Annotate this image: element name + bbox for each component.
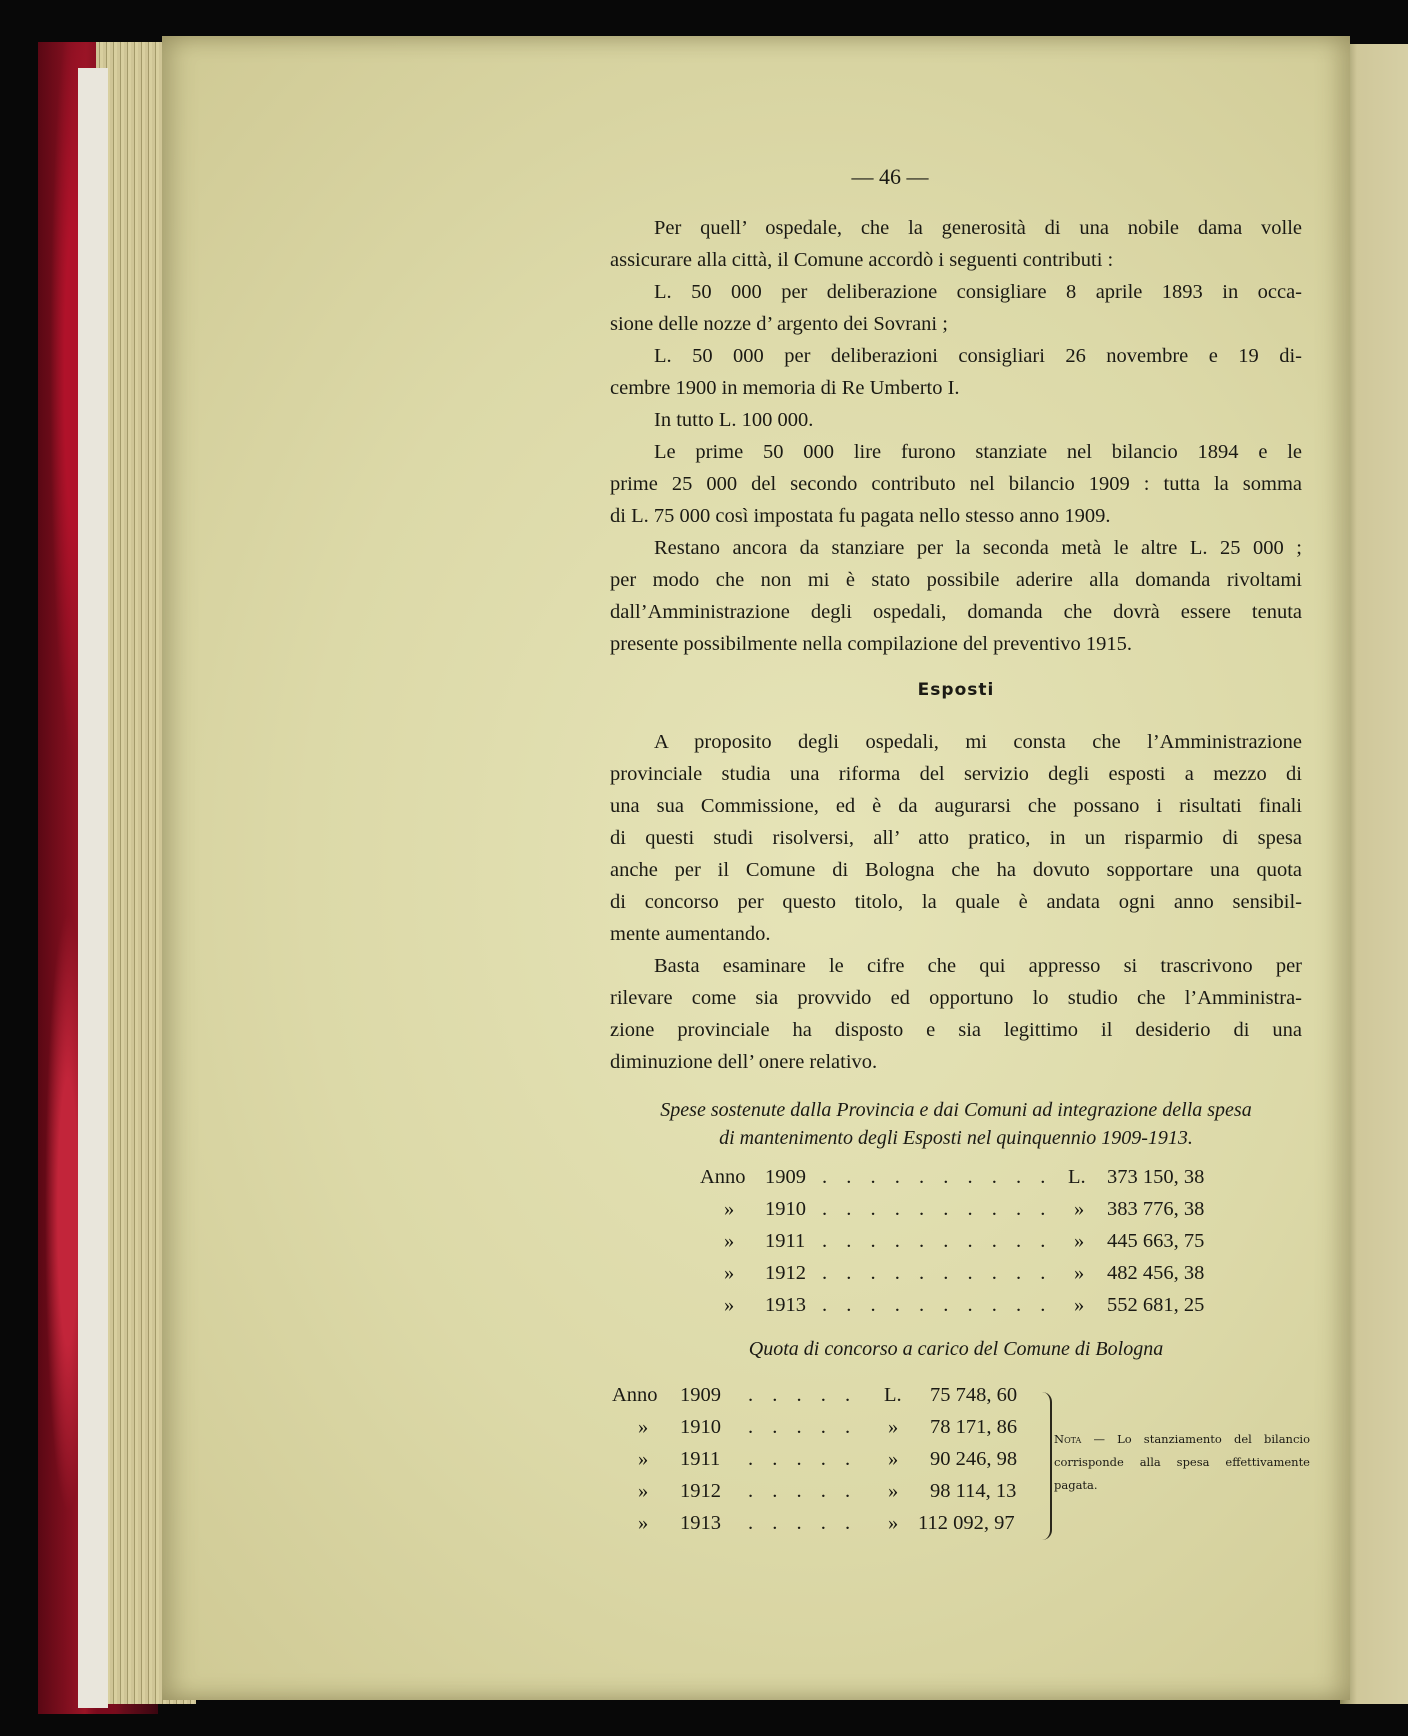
text-line: presente possibilmente nella compilazione del preventivo 1915. [610,633,1133,655]
table-caption-spese [610,1096,1302,1152]
text-line: per modo che non mi è stato possibile aderire alla domanda rivoltami [610,569,1302,591]
row-year: 1911 [765,1230,806,1252]
text-line: dall’Amministrazione degli ospedali, domanda che dovrà essere tenuta [610,601,1302,623]
row-amount: 552 681, 25 [1107,1294,1205,1316]
table-caption-quota: Quota di concorso a carico del Comune di Bologna [748,1338,1164,1360]
text-line: sione delle nozze d’ argento dei Sovrani ; [610,313,948,335]
row-leader: . . . . . [748,1416,858,1438]
text-line: diminuzione dell’ onere relativo. [610,1051,878,1073]
text-line: rilevare come sia provvido ed opportuno lo studio che l’Amministra- [610,987,1302,1009]
row-leader: . . . . . . . . . . [822,1262,1053,1284]
row-amount: 482 456, 38 [1107,1262,1205,1284]
row-unit: » [888,1480,899,1502]
text-line: di L. 75 000 così impostata fu pagata nello stesso anno 1909. [610,505,1111,527]
row-year: 1911 [680,1448,721,1470]
caption-line: Spese sostenute dalla Provincia e dai Comuni ad integrazione della spesa [660,1099,1252,1121]
row-prefix: » [638,1480,649,1502]
text-line: cembre 1900 in memoria di Re Umberto I. [610,377,960,399]
row-year: 1909 [680,1384,721,1406]
row-prefix: » [638,1416,649,1438]
row-prefix: » [638,1512,649,1534]
paragraph [610,276,1302,340]
text-line: assicurare alla città, il Comune accordò i seguenti contributi : [610,249,1114,271]
page-number: — 46 — [851,164,929,189]
row-unit: » [888,1448,899,1470]
row-unit: » [888,1416,899,1438]
row-prefix: Anno [612,1384,658,1406]
text-line: A proposito degli ospedali, mi consta che l’Amministrazione [654,731,1302,753]
row-leader: . . . . . . . . . . [822,1198,1053,1220]
row-unit: » [1074,1230,1085,1252]
paragraph [610,212,1302,276]
paragraph [610,532,1302,660]
row-leader: . . . . . [748,1384,858,1406]
text-line: anche per il Comune di Bologna che ha dovuto sopportare una quota [610,859,1302,881]
row-unit: L. [1068,1166,1086,1188]
row-amount: 90 246, 98 [930,1448,1018,1470]
row-year: 1910 [765,1198,806,1220]
row-leader: . . . . . [748,1512,858,1534]
note-text: — Lo stanziamento del bilancio corrisponde alla spesa effettivamente pagata. [1054,1432,1311,1492]
row-unit: » [1074,1198,1085,1220]
brace-bracket [1040,1392,1052,1540]
row-unit: L. [884,1384,902,1406]
row-leader: . . . . . [748,1480,858,1502]
book-board [78,68,108,1708]
note-label: Nota [1054,1432,1082,1446]
text-line: zione provinciale ha disposto e sia legittimo il desiderio di una [610,1019,1302,1041]
row-year: 1912 [765,1262,806,1284]
row-amount: 78 171, 86 [930,1416,1018,1438]
caption-line: di mantenimento degli Esposti nel quinquennio 1909-1913. [719,1127,1193,1149]
row-leader: . . . . . . . . . . [822,1294,1053,1316]
row-year: 1912 [680,1480,721,1502]
row-amount: 383 776, 38 [1107,1198,1205,1220]
text-line: di concorso per questo titolo, la quale è andata ogni anno sensibil- [610,891,1302,913]
row-amount: 112 092, 97 [918,1512,1015,1534]
paragraph [610,340,1302,404]
row-amount: 75 748, 60 [930,1384,1018,1406]
paragraph [610,950,1302,1078]
row-year: 1910 [680,1416,721,1438]
row-prefix: » [638,1448,649,1470]
row-unit: » [1074,1262,1085,1284]
row-unit: » [888,1512,899,1534]
text-line: Basta esaminare le cifre che qui appresso si trascrivono per [654,955,1302,977]
row-amount: 445 663, 75 [1107,1230,1205,1252]
paragraph [610,404,1302,436]
paragraph [610,726,1302,950]
facing-page-edge [1340,44,1408,1704]
row-amount: 98 114, 13 [930,1480,1017,1502]
row-year: 1913 [680,1512,721,1534]
row-prefix: » [724,1230,735,1252]
row-leader: . . . . . . . . . . [822,1166,1053,1188]
row-prefix: » [724,1198,735,1220]
text-line: provinciale studia una riforma del servizio degli esposti a mezzo di [610,763,1302,785]
paragraph [610,436,1302,532]
text-line: Le prime 50 000 lire furono stanziate nel bilancio 1894 e le [654,441,1302,463]
row-year: 1909 [765,1166,806,1188]
row-leader: . . . . . . . . . . [822,1230,1053,1252]
row-amount: 373 150, 38 [1107,1166,1205,1188]
footnote [1054,1428,1310,1497]
text-line: una sua Commissione, ed è da augurarsi che possano i risultati finali [610,795,1302,817]
row-leader: . . . . . [748,1448,858,1470]
text-line: L. 50 000 per deliberazioni consigliari 26 novembre e 19 di- [654,345,1302,367]
text-line: prime 25 000 del secondo contributo nel bilancio 1909 : tutta la somma [610,473,1302,495]
text-line: In tutto L. 100 000. [654,409,814,431]
section-heading: Esposti [917,680,995,700]
row-unit: » [1074,1294,1085,1316]
text-line: di questi studi risolversi, all’ atto pratico, in un risparmio di spesa [610,827,1302,849]
row-prefix: » [724,1294,735,1316]
row-year: 1913 [765,1294,806,1316]
text-line: mente aumentando. [610,923,771,945]
body-text-esposti [610,726,1302,1078]
text-line: Restano ancora da stanziare per la seconda metà le altre L. 25 000 ; [654,537,1302,559]
body-text-top [610,212,1302,660]
text-line: Per quell’ ospedale, che la generosità di una nobile dama volle [654,217,1302,239]
row-prefix: Anno [700,1166,746,1188]
row-prefix: » [724,1262,735,1284]
text-line: L. 50 000 per deliberazione consigliare 8 aprile 1893 in occa- [654,281,1302,303]
